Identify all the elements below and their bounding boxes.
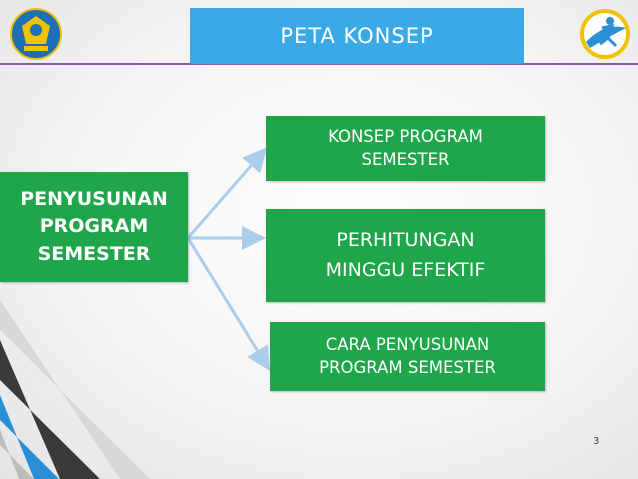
child-node-label: KONSEP PROGRAM SEMESTER [328,127,483,169]
child-node-label: PERHITUNGAN MINGGU EFEKTIF [325,229,486,281]
child-node-perhitungan [266,209,545,302]
child-node-label: CARA PENYUSUNAN PROGRAM SEMESTER [319,335,496,377]
main-node-label: PENYUSUNAN PROGRAM SEMESTER [20,187,168,265]
child-node-cara [270,322,545,391]
page-number: 3 [593,436,600,447]
child-node-konsep [266,116,545,181]
main-node [0,172,188,282]
arrow-to-konsep [188,152,263,238]
slide-title-text: PETA KONSEP [280,24,434,48]
arrow-to-cara [188,238,267,366]
